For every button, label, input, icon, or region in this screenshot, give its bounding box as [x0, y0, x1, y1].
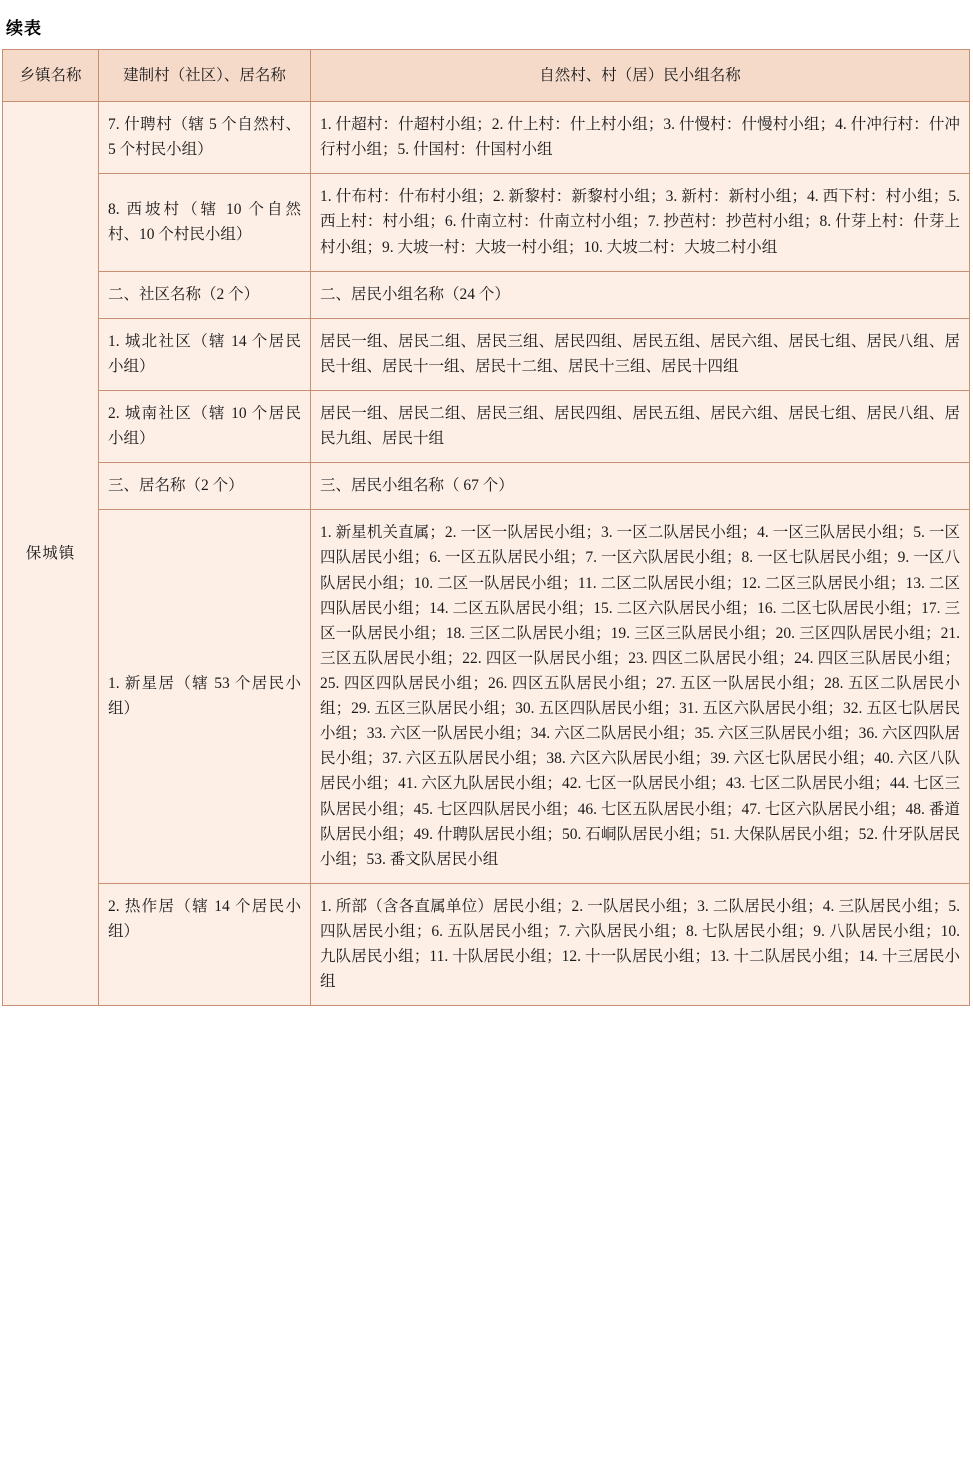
table-body [3, 102, 970, 1006]
table-row [3, 883, 970, 1005]
table-row [3, 174, 970, 271]
table-header [3, 50, 970, 102]
town-name-cell: 保城镇 [3, 102, 99, 1006]
groups-list-cell: 1. 所部（含各直属单位）居民小组；2. 一队居民小组；3. 二队居民小组；4. 三队居民小组；5. 四队居民小组；6. 五队居民小组；7. 六队居民小组；8. 七队居民小组；9. 八队居民小组；10. 九队居民小组；11. 十队居民小组；12. 十一队居民小组；13. 十二队居民小组；14. 十三居民小组 [311, 883, 970, 1005]
table-row [3, 510, 970, 884]
section-heading-cell: 二、社区名称（2 个） [99, 271, 311, 318]
village-name-cell: 2. 城南社区（辖 10 个居民小组） [99, 390, 311, 462]
groups-list-cell: 1. 什布村：什布村小组；2. 新黎村：新黎村小组；3. 新村：新村小组；4. 西下村：村小组；5. 西上村：村小组；6. 什南立村：什南立村小组；7. 抄芭村：抄芭村小组；8. 什芽上村：什芽上村小组；9. 大坡一村：大坡一村小组；10. 大坡二村：大坡二村小组 [311, 174, 970, 271]
column-header-groups: 自然村、村（居）民小组名称 [311, 50, 970, 102]
administrative-divisions-table [2, 49, 970, 1006]
column-header-town: 乡镇名称 [3, 50, 99, 102]
table-row [3, 271, 970, 318]
table-row [3, 102, 970, 174]
table-header-row [3, 50, 970, 102]
section-heading-groups-cell: 二、居民小组名称（24 个） [311, 271, 970, 318]
table-row [3, 463, 970, 510]
village-name-cell: 1. 城北社区（辖 14 个居民小组） [99, 318, 311, 390]
section-heading-cell: 三、居名称（2 个） [99, 463, 311, 510]
groups-list-cell: 居民一组、居民二组、居民三组、居民四组、居民五组、居民六组、居民七组、居民八组、居民十组、居民十一组、居民十二组、居民十三组、居民十四组 [311, 318, 970, 390]
village-name-cell: 7. 什聘村（辖 5 个自然村、5 个村民小组） [99, 102, 311, 174]
groups-list-cell: 1. 新星机关直属；2. 一区一队居民小组；3. 一区二队居民小组；4. 一区三队居民小组；5. 一区四队居民小组；6. 一区五队居民小组；7. 一区六队居民小组；8. 一区七队居民小组；9. 一区八队居民小组；10. 二区一队居民小组；11. 二区二队居民小组；12. 二区三队居民小组；13. 二区四队居民小组；14. 二区五队居民小组；15. 二区六队居民小组；16. 二区七队居民小组；17. 三区一队居民小组；18. 三区二队居民小组；19. 三区三队居民小组；20. 三区四队居民小组；21. 三区五队居民小组；22. 四区一队居民小组；23. 四区二队居民小组；24. 四区三队居民小组；25. 四区四队居民小组；26. 四区五队居民小组；27. 五区一队居民小组；28. 五区二队居民小组；29. 五区三队居民小组；30. 五区四队居民小组；31. 五区六队居民小组；32. 五区七队居民小组；33. 六区一队居民小组；34. 六区二队居民小组；35. 六区三队居民小组；36. 六区四队居民小组；37. 六区五队居民小组；38. 六区六队居民小组；39. 六区七队居民小组；40. 六区八队居民小组；41. 六区九队居民小组；42. 七区一队居民小组；43. 七区二队居民小组；44. 七区三队居民小组；45. 七区四队居民小组；46. 七区五队居民小组；47. 七区六队居民小组；48. 番道队居民小组；49. 什聘队居民小组；50. 石峒队居民小组；51. 大保队居民小组；52. 什牙队居民小组；53. 番文队居民小组 [311, 510, 970, 884]
continued-table-label: 续表 [6, 19, 42, 38]
table-row [3, 390, 970, 462]
groups-list-cell: 居民一组、居民二组、居民三组、居民四组、居民五组、居民六组、居民七组、居民八组、居民九组、居民十组 [311, 390, 970, 462]
groups-list-cell: 1. 什超村：什超村小组；2. 什上村：什上村小组；3. 什慢村：什慢村小组；4. 什冲行村：什冲行村小组；5. 什国村：什国村小组 [311, 102, 970, 174]
column-header-village: 建制村（社区）、居名称 [99, 50, 311, 102]
village-name-cell: 1. 新星居（辖 53 个居民小组） [99, 510, 311, 884]
village-name-cell: 2. 热作居（辖 14 个居民小组） [99, 883, 311, 1005]
table-row [3, 318, 970, 390]
section-heading-groups-cell: 三、居民小组名称（ 67 个） [311, 463, 970, 510]
village-name-cell: 8. 西坡村（辖 10 个自然村、10 个村民小组） [99, 174, 311, 271]
